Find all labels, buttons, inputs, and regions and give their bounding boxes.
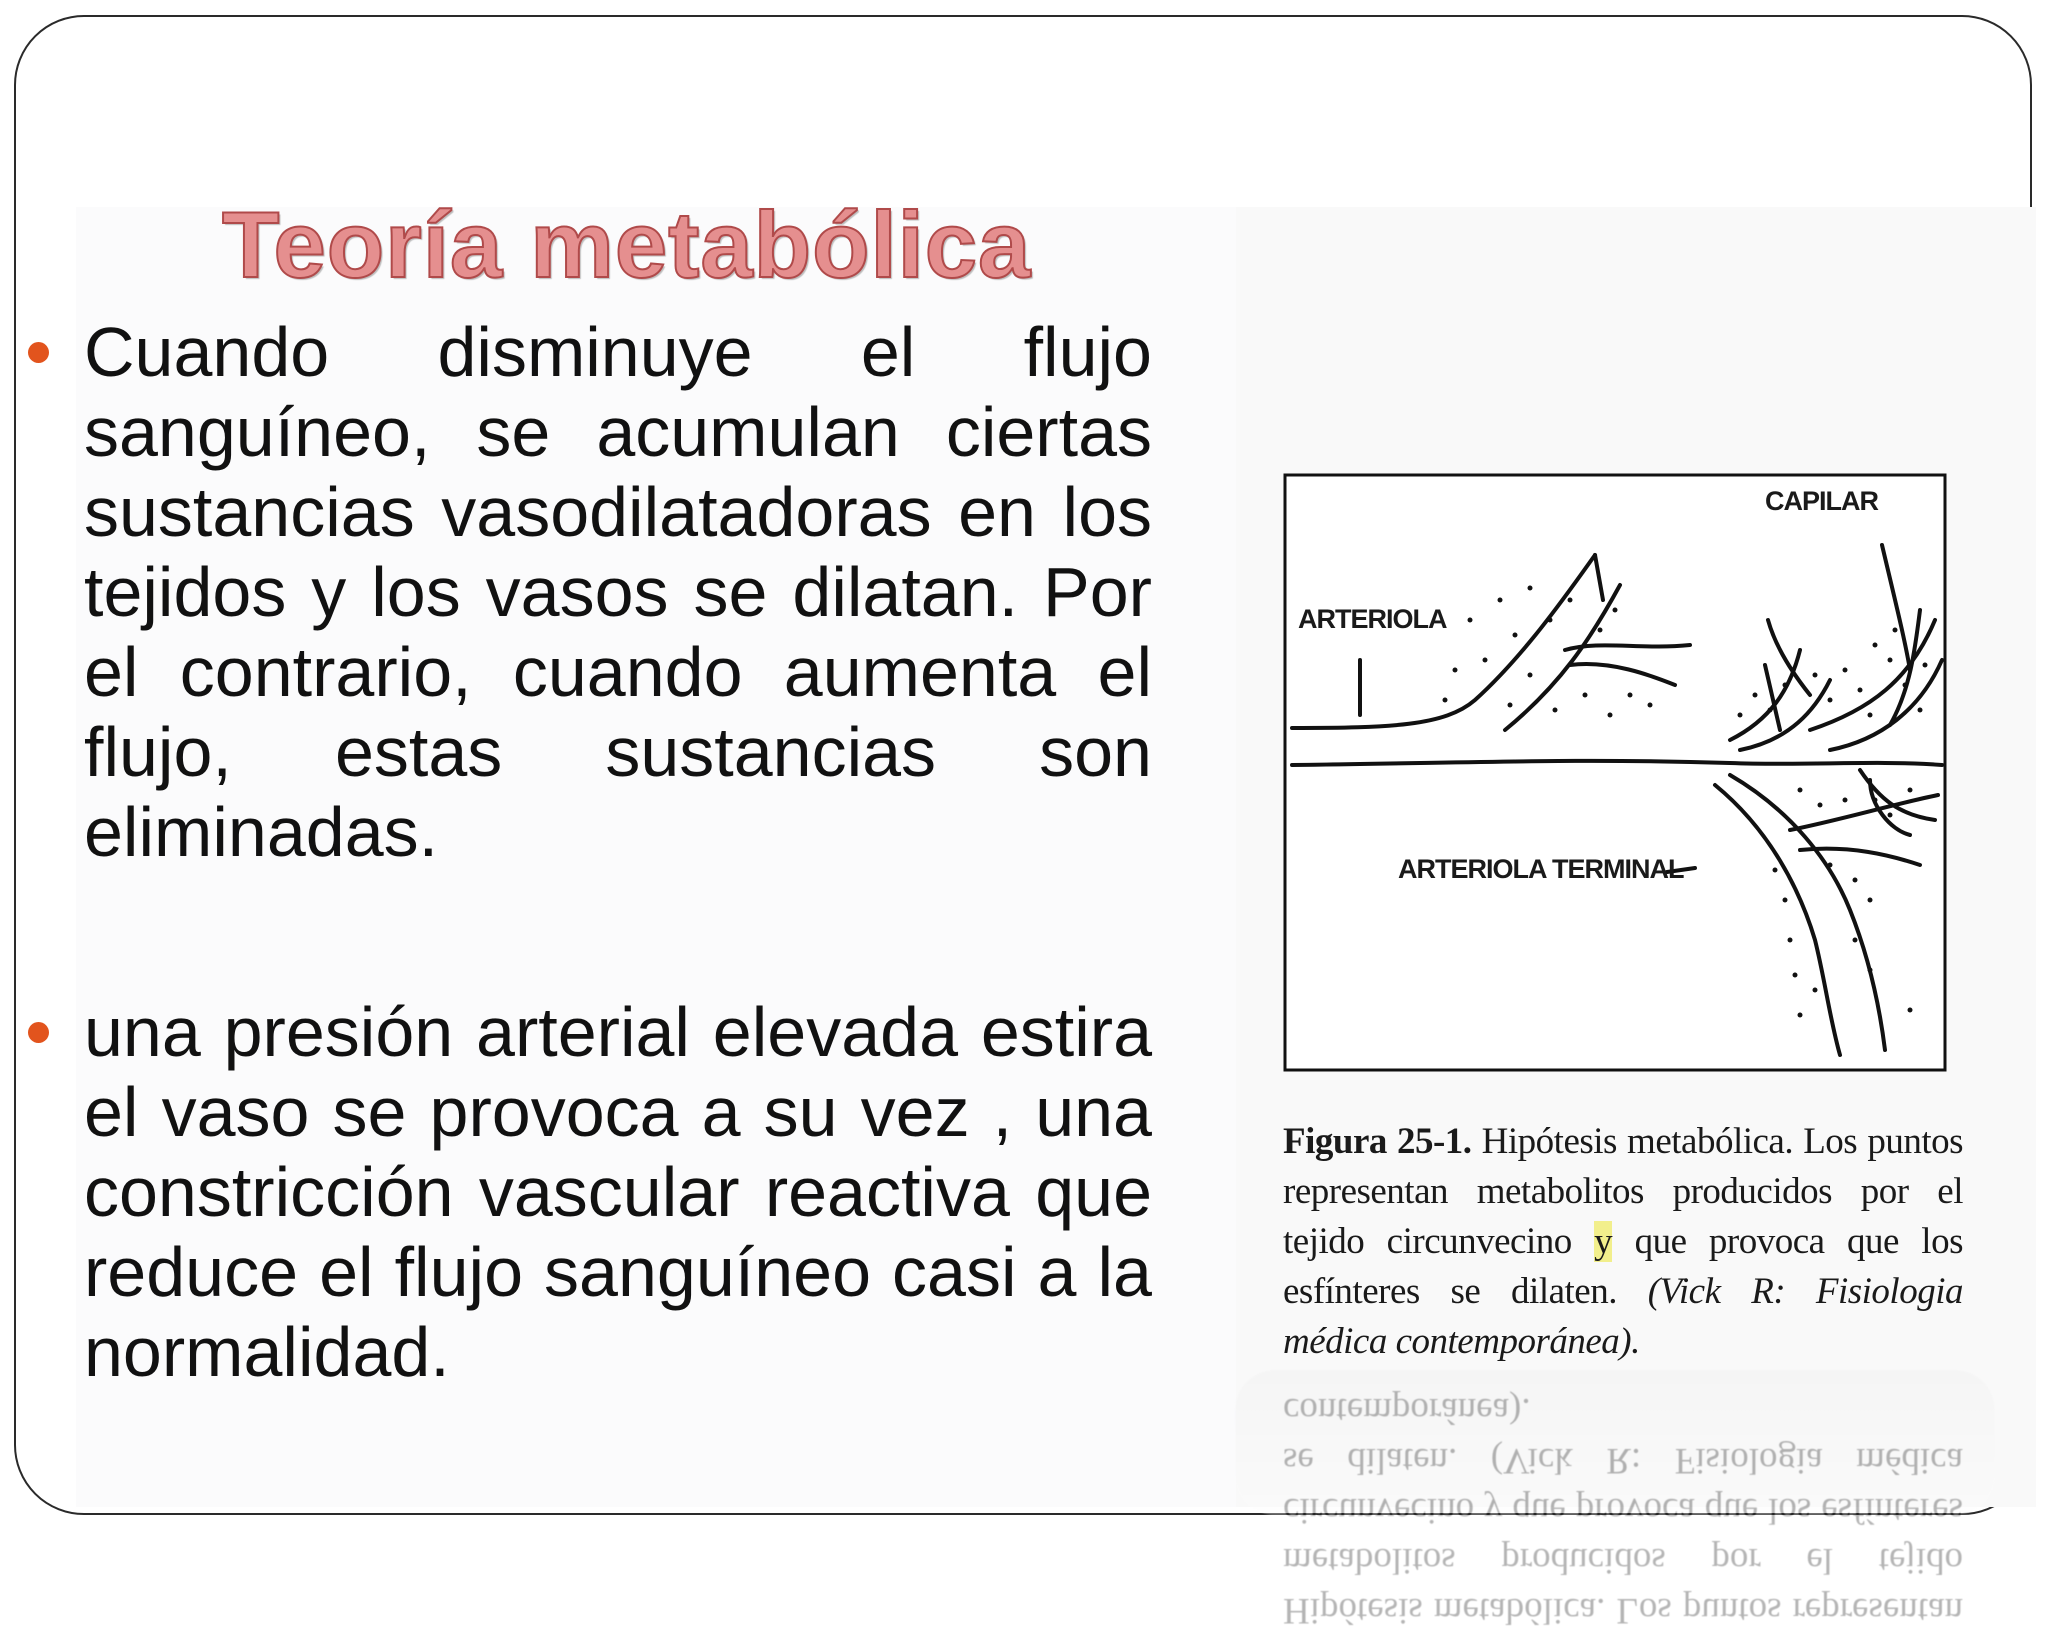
reflection-citation: (Vick R: Fisiologia médica contemporánea). xyxy=(1283,1390,1963,1481)
metabolic-hypothesis-figure xyxy=(1270,470,1970,1110)
caption-text-2: que provoca que los esfínteres se dilaten. xyxy=(1283,1221,1963,1312)
slide-title: Teoría metabólica xyxy=(222,192,1032,297)
caption-citation: (Vick R: Fisiologia médica contemporánea). xyxy=(1283,1271,1963,1362)
bullet-item xyxy=(22,992,1152,1392)
caption-reflection xyxy=(1235,1370,1995,1631)
caption-highlight: y xyxy=(1594,1221,1613,1262)
label-arteriola: ARTERIOLA xyxy=(1298,604,1447,634)
reflection-text-1: Hipótesis metabólica. Los puntos representan metabolitos producidos por el tejido circunvecino xyxy=(1283,1490,1963,1631)
bullet-list xyxy=(22,312,1152,1392)
figure-border xyxy=(1285,475,1945,1070)
figure-caption xyxy=(1283,1117,1963,1367)
reflection-highlight: y xyxy=(1483,1490,1503,1531)
label-arteriola-terminal: ARTERIOLA TERMINAL xyxy=(1398,854,1684,884)
bullet-text: Cuando disminuye el flujo sanguíneo, se acumulan ciertas sustancias vasodilatadoras en los tejidos y los vasos se dilatan. Por el contrario, cuando aumenta el flujo, estas sustancias son eliminadas. xyxy=(84,313,1152,871)
bullet-text: una presión arterial elevada estira el vaso se provoca a su vez , una constricción vascular reactiva que reduce el flujo sanguíneo casi a la normalidad. xyxy=(84,993,1152,1391)
reflection-text-2: que provoca que los esfínteres se dilaten. xyxy=(1283,1440,1963,1531)
bullet-dot-icon xyxy=(28,342,49,363)
vessel-diagram xyxy=(1270,470,1970,1110)
label-capilar: CAPILAR xyxy=(1765,486,1878,516)
bullet-dot-icon xyxy=(28,1022,49,1043)
bullet-item xyxy=(22,312,1152,872)
reflection-text xyxy=(1283,1385,1963,1635)
figure-number: Figura 25-1. xyxy=(1283,1121,1472,1162)
caption-text-1: Hipótesis metabólica. Los puntos representan metabolitos producidos por el tejido circunvecino xyxy=(1283,1121,1963,1262)
